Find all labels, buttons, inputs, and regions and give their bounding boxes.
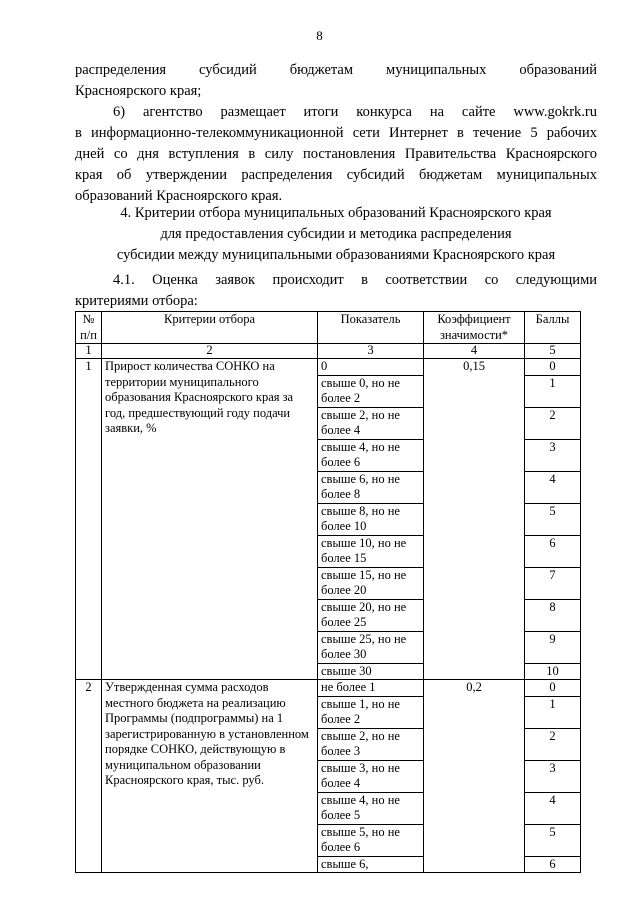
column-number: 5 <box>525 344 581 359</box>
points-cell: 3 <box>525 760 581 792</box>
section-heading-line-1: 4. Критерии отбора муниципальных образований Красноярского края <box>120 205 552 221</box>
intro-paragraph <box>75 60 597 102</box>
paragraph-4-1-line-1: 4.1. Оценка заявок происходит в соответствии со следующими <box>113 272 597 288</box>
coefficient-cell: 0,2 <box>424 680 525 873</box>
criterion-number: 2 <box>76 680 102 873</box>
indicator-cell: свыше 20, но не более 25 <box>318 599 424 631</box>
points-cell: 3 <box>525 439 581 471</box>
indicator-cell: свыше 25, но не более 30 <box>318 631 424 663</box>
indicator-cell: 0 <box>318 359 424 376</box>
indicator-cell: свыше 5, но не более 6 <box>318 824 424 856</box>
criterion-text: Утвержденная сумма расходов местного бюджета на реализацию Программы (подпрограммы) на 1 зарегистрированную в установленном порядке СОНКО, действующую в муниципальном образовании Красноярского края, тыс. руб. <box>102 680 318 873</box>
points-cell: 5 <box>525 824 581 856</box>
header-number: № п/п <box>76 312 102 344</box>
header-indicator: Показатель <box>318 312 424 344</box>
indicator-cell: свыше 6, но не более 8 <box>318 471 424 503</box>
coefficient-cell: 0,15 <box>424 359 525 680</box>
indicator-cell: свыше 15, но не более 20 <box>318 567 424 599</box>
indicator-cell: свыше 2, но не более 4 <box>318 407 424 439</box>
points-cell: 8 <box>525 599 581 631</box>
criteria-table <box>75 311 581 873</box>
intro-line-2: Красноярского края; <box>75 83 202 99</box>
indicator-cell: свыше 0, но не более 2 <box>318 375 424 407</box>
paragraph-4-1-line-2: критериями отбора: <box>75 293 198 309</box>
indicator-cell: свыше 1, но не более 2 <box>318 696 424 728</box>
points-cell: 0 <box>525 680 581 697</box>
criterion-text: Прирост количества СОНКО на территории муниципального образования Красноярского края за год, предшествующий году подачи заявки, % <box>102 359 318 680</box>
indicator-cell: свыше 6, <box>318 856 424 873</box>
points-cell: 7 <box>525 567 581 599</box>
points-cell: 4 <box>525 792 581 824</box>
table-header-row <box>76 312 581 344</box>
points-cell: 1 <box>525 696 581 728</box>
indicator-cell: не более 1 <box>318 680 424 697</box>
points-cell: 0 <box>525 359 581 376</box>
section-heading-line-2: для предоставления субсидии и методика распределения <box>160 226 512 242</box>
intro-line-1: распределения субсидий бюджетам муниципальных образований <box>75 62 597 78</box>
points-cell: 6 <box>525 856 581 873</box>
indicator-cell: свыше 8, но не более 10 <box>318 503 424 535</box>
paragraph-4-1 <box>75 270 597 312</box>
section-heading <box>75 203 597 266</box>
item-6-line-3: дней со дня вступления в силу постановления Правительства Красноярского <box>75 146 597 162</box>
criteria-table-body <box>76 359 581 873</box>
points-cell: 1 <box>525 375 581 407</box>
page-number: 8 <box>316 28 323 43</box>
column-number: 2 <box>102 344 318 359</box>
indicator-cell: свыше 2, но не более 3 <box>318 728 424 760</box>
points-cell: 4 <box>525 471 581 503</box>
item-6-line-2: в информационно-телекоммуникационной сети Интернет в течение 5 рабочих <box>75 125 597 141</box>
indicator-cell: свыше 10, но не более 15 <box>318 535 424 567</box>
points-cell: 10 <box>525 663 581 680</box>
points-cell: 2 <box>525 728 581 760</box>
header-points: Баллы <box>525 312 581 344</box>
item-6-line-5: образований Красноярского края. <box>75 188 283 204</box>
table-row <box>76 359 581 376</box>
header-coefficient: Коэффициент значимости* <box>424 312 525 344</box>
points-cell: 9 <box>525 631 581 663</box>
table-row <box>76 680 581 697</box>
indicator-cell: свыше 30 <box>318 663 424 680</box>
item-6-line-1: 6) агентство размещает итоги конкурса на сайте www.gokrk.ru <box>113 104 597 120</box>
criterion-number: 1 <box>76 359 102 680</box>
indicator-cell: свыше 4, но не более 6 <box>318 439 424 471</box>
points-cell: 2 <box>525 407 581 439</box>
column-number: 1 <box>76 344 102 359</box>
indicator-cell: свыше 4, но не более 5 <box>318 792 424 824</box>
indicator-cell: свыше 3, но не более 4 <box>318 760 424 792</box>
item-6-line-4: края об утверждении распределения субсидий бюджетам муниципальных <box>75 167 597 183</box>
points-cell: 5 <box>525 503 581 535</box>
header-criteria: Критерии отбора <box>102 312 318 344</box>
column-number: 4 <box>424 344 525 359</box>
section-heading-line-3: субсидии между муниципальными образованиями Красноярского края <box>116 247 556 263</box>
column-number-row <box>76 344 581 359</box>
item-6-paragraph <box>75 102 597 207</box>
column-number: 3 <box>318 344 424 359</box>
points-cell: 6 <box>525 535 581 567</box>
